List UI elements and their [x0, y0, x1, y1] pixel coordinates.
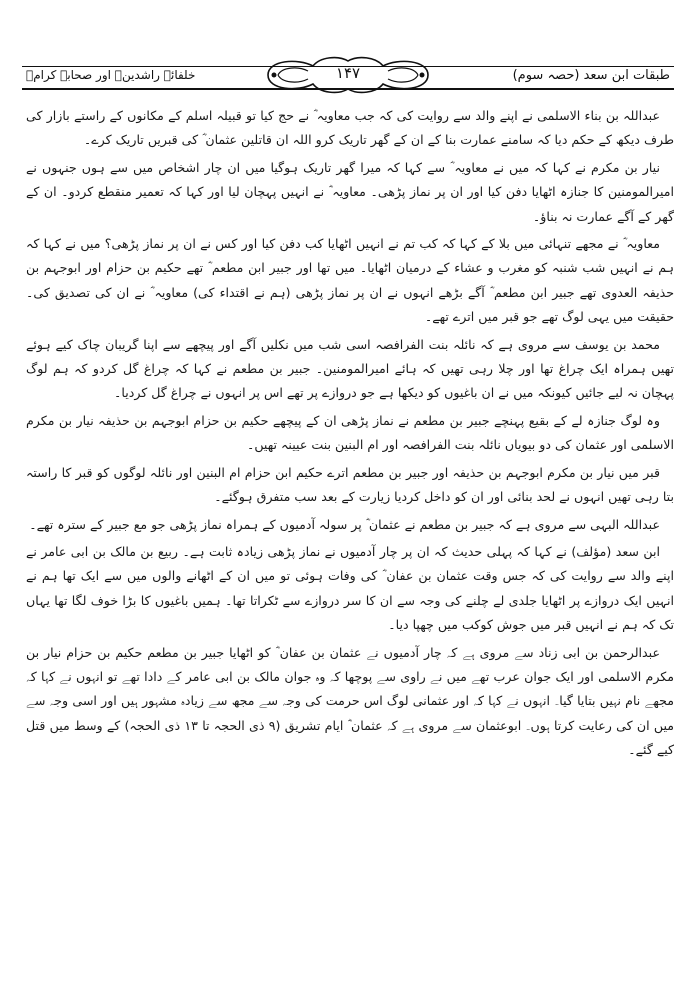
paragraph: عبداللہ بن بناء الاسلمی نے اپنے والد سے روایت کی کہ جب معاویہ ؓ نے حج کیا تو قبیلہ اسلم کے مکانوں کے راستے بازار کی طرف دیکھ کے حکم دیا کہ سامنے عمارت بنا کے ان کے گھر تاریک کرو اللہ ان قاتلین عثمان ؓ کی قبریں تاریک کرے۔ — [26, 108, 674, 148]
paragraph: عبداللہ البہی سے مروی ہے کہ جبیر بن مطعم نے عثمان ؓ پر سولہ آدمیوں کے ہمراہ نماز پڑھی جو مع جبیر کے سترہ تھے۔ — [29, 516, 660, 532]
paragraph: ابن سعد (مؤلف) نے کہا کہ پہلی حدیث کہ ان پر چار آدمیوں نے نماز پڑھی زیادہ ثابت ہے۔ ربیع بن مالک بن ابی عامر نے اپنے والد سے روایت کی کہ جس وقت عثمان بن عفان ؓ کی وفات ہوئی تو میں ان کے اٹھانے والوں میں سے ایک تھا ہم نے انہیں ایک دروازے پر اٹھایا جلدی لے چلنے کی وجہ سے ان کا سر دروازے سے ٹکراتا تھا۔ ہمیں باغیوں کا بڑا خوف لگا تھا یہاں تک کہ ہم نے انہیں قبر میں جوش کوکب میں چھپا دیا۔ — [26, 543, 674, 633]
paragraph: قبر میں نیار بن مکرم ابوجہم بن حذیفہ اور جبیر بن مطعم اترے حکیم ابن حزام ام البنین اور نائلہ لوگوں کو قبر کا راستہ بتا رہی تھیں انہوں نے لحد بنائی اور ان کو داخل کردیا زیارت کے بعد سب متفرق ہوگئے۔ — [26, 464, 674, 505]
paragraph: عبدالرحمن بن ابی زناد سے مروی ہے کہ چار آدمیوں نے عثمان بن عفان ؓ کو اٹھایا جبیر بن مطعم حکیم بن حزام نیار بن مکرم الاسلمی اور ایک جوان عرب تھے میں نے راوی سے پوچھا کہ وہ جوان مالک بن ابی عامر کے دادا تھے تو انہوں نے کہا کہ مجھے نام نہیں بتایا گیا۔ انہوں نے کہا کہ اور عثمانی لوگ اس حرمت کی وجہ سے مجھ سے زیادہ مشہور ہیں اور اسی وجہ سے میں ان کی رعایت کرتا ہوں۔ ابوعثمان سے مروی ہے کہ عثمان ؓ ایام تشریق (۹ ذی الحجہ تا ۱۳ ذی الحجہ) کے وسط میں قتل کیے گئے۔ — [26, 644, 674, 758]
header-ornament — [258, 52, 438, 98]
paragraph: وہ لوگ جنازہ لے کے بقیع پہنچے جبیر بن مطعم نے نماز پڑھی ان کے پیچھے حکیم بن حزام ابوجہم بن حذیفہ نیار بن مکرم الاسلمی اور عثمان کی دو بیویاں نائلہ بنت الفرافصہ اور ام البنین بنت عیینہ تھیں۔ — [26, 412, 674, 453]
paragraph: معاویہ ؓ نے مجھے تنہائی میں بلا کے کہا کہ کب تم نے انہیں اٹھایا کب دفن کیا اور کس نے ان پر نماز پڑھی؟ میں نے کہا کہ ہم نے انہیں شب شنبہ کو مغرب و عشاء کے درمیان اٹھایا۔ میں تھا اور جبیر ابن مطعم ؓ تھے حکیم بن حزام اور ابوجہم بن حذیفہ العدوی تھے جبیر ابن مطعم ؓ آگے بڑھے انہوں نے ان پر نماز پڑھی (ہم نے اقتداء کی) معاویہ ؓ نے ان کی تصدیق کی۔ حقیقت میں یہی لوگ تھے جو قبر میں اترے تھے۔ — [26, 236, 674, 325]
page-body — [26, 104, 674, 984]
page-number: ۱۴۷ — [335, 64, 361, 82]
page-header — [22, 52, 674, 98]
paragraph: محمد بن یوسف سے مروی ہے کہ نائلہ بنت الفرافصہ اسی شب میں نکلیں آگے اور پیچھے سے اپنا گریبان چاک کیے ہوئے تھیں ہمراہ ایک چراغ تھا اور چلا رہی تھیں کہ ہائے امیرالمومنین۔ جبیر بن مطعم نے کہا کہ چراغ گل کردو کہ ہم لوگ پہچان نہ لیے جائیں کیونکہ میں نے ان باغیوں کو دیکھا ہے جو دروازے پر تھے اس پر انہوں نے چراغ گل کردیا۔ — [26, 336, 674, 401]
header-book-title: طبقات ابن سعد (حصہ سوم) — [512, 68, 670, 83]
header-section-title: خلفائے راشدینؓ اور صحابہ کرامؓ — [26, 68, 196, 82]
paragraph: نیار بن مکرم نے کہا کہ میں نے معاویہ ؓ سے کہا کہ میرا گھر تاریک ہوگیا میں ان چار اشخاص میں سے ہوں جنہوں نے امیرالمومنین کا جنازہ اٹھایا دفن کیا اور ان پر نماز پڑھی۔ معاویہ ؓ نے انہیں پہچان لیا اور کہا کہ تعمیر منقطع کردو۔ ان کے گھر کے آگے عمارت نہ بناؤ۔ — [26, 159, 674, 224]
